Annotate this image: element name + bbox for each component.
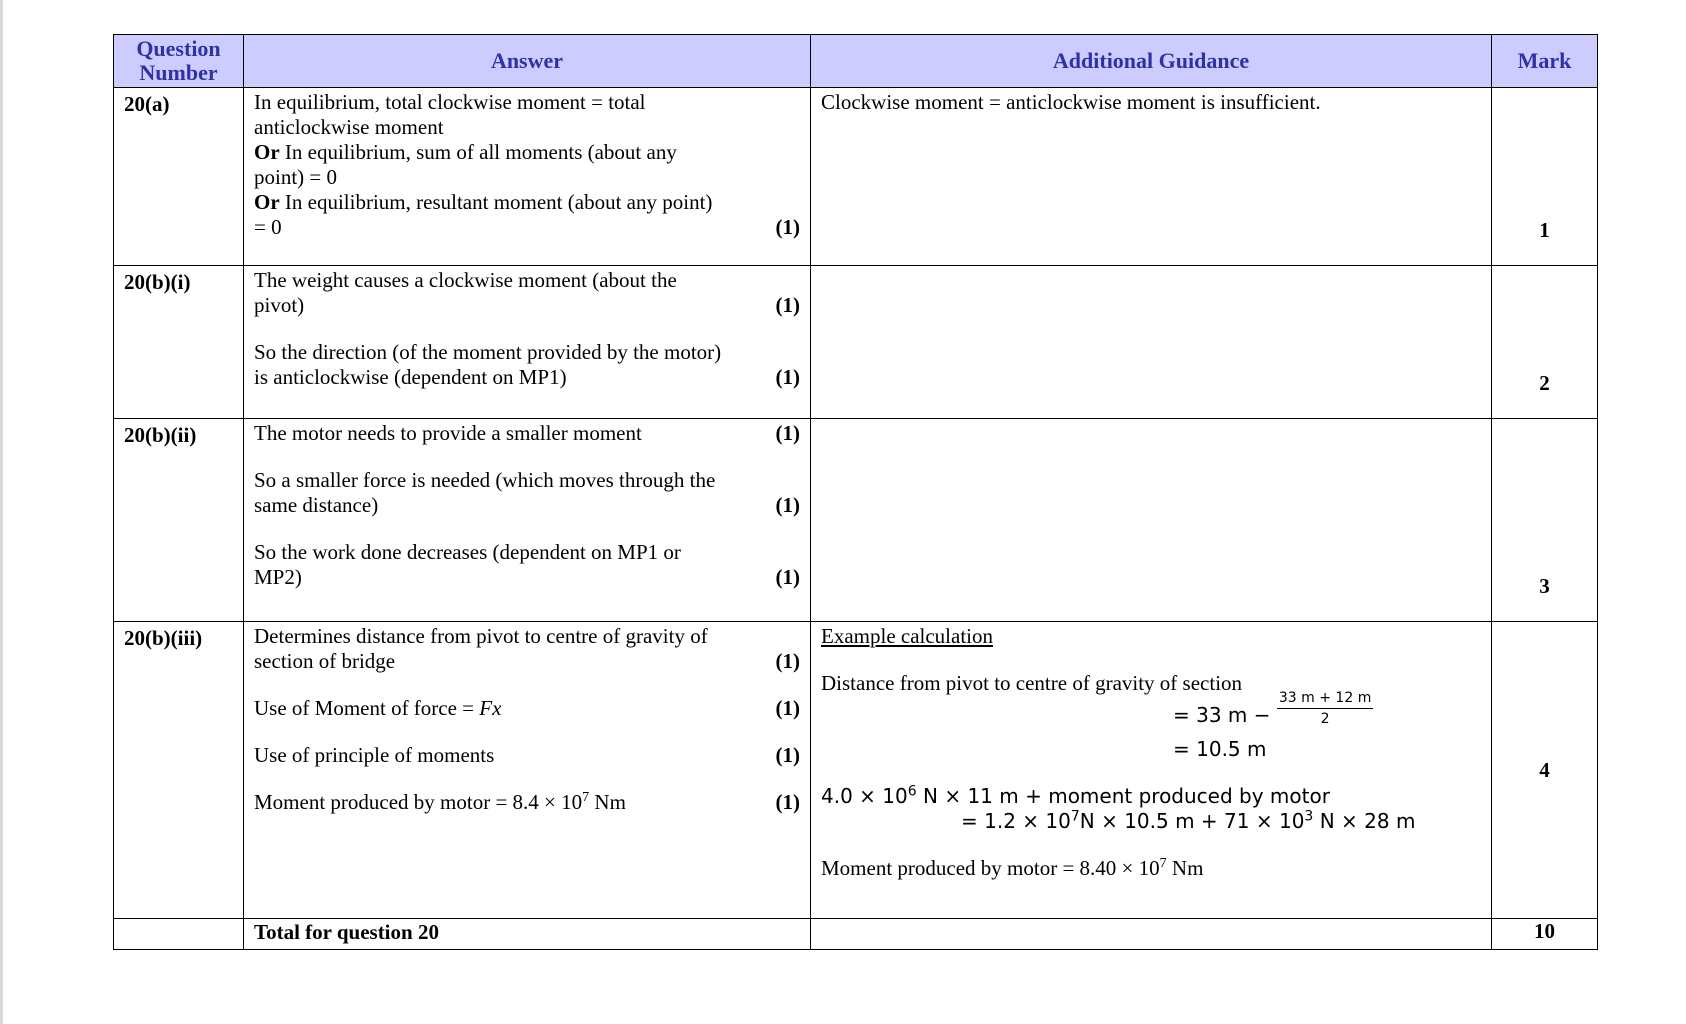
total-row	[114, 919, 1598, 950]
header-answer: Answer	[244, 35, 811, 88]
marking-point: (1)	[775, 493, 800, 517]
or-label: Or	[254, 190, 280, 214]
marking-point: (1)	[775, 696, 800, 720]
answer-cell	[244, 88, 811, 266]
marking-point: (1)	[775, 293, 800, 317]
answer-text: Use of Moment of force =	[254, 696, 480, 720]
total-label: Total for question 20	[244, 919, 811, 950]
marking-point: (1)	[775, 421, 800, 445]
mark-value: 4	[1492, 622, 1598, 919]
table-row	[114, 419, 1598, 622]
question-number: 20(b)(i)	[114, 266, 244, 419]
marking-point: (1)	[775, 649, 800, 673]
guidance-cell	[811, 266, 1492, 419]
answer-text: In equilibrium, total clockwise moment = total anticlockwise moment	[254, 90, 646, 139]
question-number: 20(b)(iii)	[114, 622, 244, 919]
answer-cell	[244, 622, 811, 919]
header-guidance: Additional Guidance	[811, 35, 1492, 88]
guidance-text: Clockwise moment = anticlockwise moment is insufficient.	[821, 90, 1321, 114]
mark-value: 2	[1492, 266, 1598, 419]
table-row	[114, 266, 1598, 419]
answer-text: Moment produced by motor = 8.4 × 10	[254, 790, 583, 814]
mark-value: 1	[1492, 88, 1598, 266]
answer-text: In equilibrium, sum of all moments (about any point) = 0	[254, 140, 677, 189]
marking-point: (1)	[775, 743, 800, 767]
fraction: $\frac{33 m + 12 m}{2}$	[1278, 690, 1372, 727]
mark-scheme-table	[113, 34, 1598, 950]
answer-text: Use of principle of moments	[254, 743, 495, 767]
calc-line: $4.0 \times 10^6$ N × 11 m + moment produced by motor	[821, 783, 1330, 808]
calc-line: = 33 m − $\frac{33 m + 12 m}{2}$	[1173, 690, 1372, 727]
guidance-text: Distance from pivot to centre of gravity of section	[821, 671, 1243, 695]
answer-cell	[244, 419, 811, 622]
example-heading: Example calculation	[821, 624, 994, 648]
header-row	[114, 35, 1598, 88]
answer-text: Determines distance from pivot to centre of gravity of section of bridge	[254, 624, 708, 673]
mark-value: 3	[1492, 419, 1598, 622]
marking-point: (1)	[775, 565, 800, 589]
table-row	[114, 88, 1598, 266]
header-mark: Mark	[1492, 35, 1598, 88]
marking-point: (1)	[775, 790, 800, 814]
answer-text: The motor needs to provide a smaller moment	[254, 421, 642, 445]
question-number: 20(a)	[114, 88, 244, 266]
marking-point: (1)	[775, 365, 800, 389]
calc-line: = 10.5 m	[1173, 737, 1267, 761]
answer-text: So the direction (of the moment provided by the motor) is anticlockwise (dependent on MP1)	[254, 340, 722, 389]
header-question-number: Question Number	[114, 35, 244, 88]
table-row	[114, 622, 1598, 919]
guidance-result: Moment produced by motor = $8.40 \times 10^7$ Nm	[821, 856, 1204, 880]
calc-line: = $1.2 \times 10^7N \times 10.5$ $m + 71 \times 10^3$ N × 28 m	[961, 808, 1416, 833]
answer-text: The weight causes a clockwise moment (about the pivot)	[254, 268, 677, 317]
marking-point: (1)	[775, 215, 800, 239]
question-number: 20(b)(ii)	[114, 419, 244, 622]
page-edge	[0, 0, 3, 1024]
guidance-cell	[811, 622, 1492, 919]
answer-text: Nm	[589, 790, 626, 814]
formula-variable: Fx	[479, 696, 502, 720]
guidance-cell	[811, 419, 1492, 622]
answer-text: So a smaller force is needed (which moves through the same distance)	[254, 468, 716, 517]
answer-text: So the work done decreases (dependent on MP1 or MP2)	[254, 540, 681, 589]
answer-text: In equilibrium, resultant moment (about any point) = 0	[254, 190, 713, 239]
total-mark: 10	[1492, 919, 1598, 950]
answer-cell	[244, 266, 811, 419]
or-label: Or	[254, 140, 280, 164]
exponent: 7	[582, 790, 590, 805]
guidance-cell	[811, 88, 1492, 266]
